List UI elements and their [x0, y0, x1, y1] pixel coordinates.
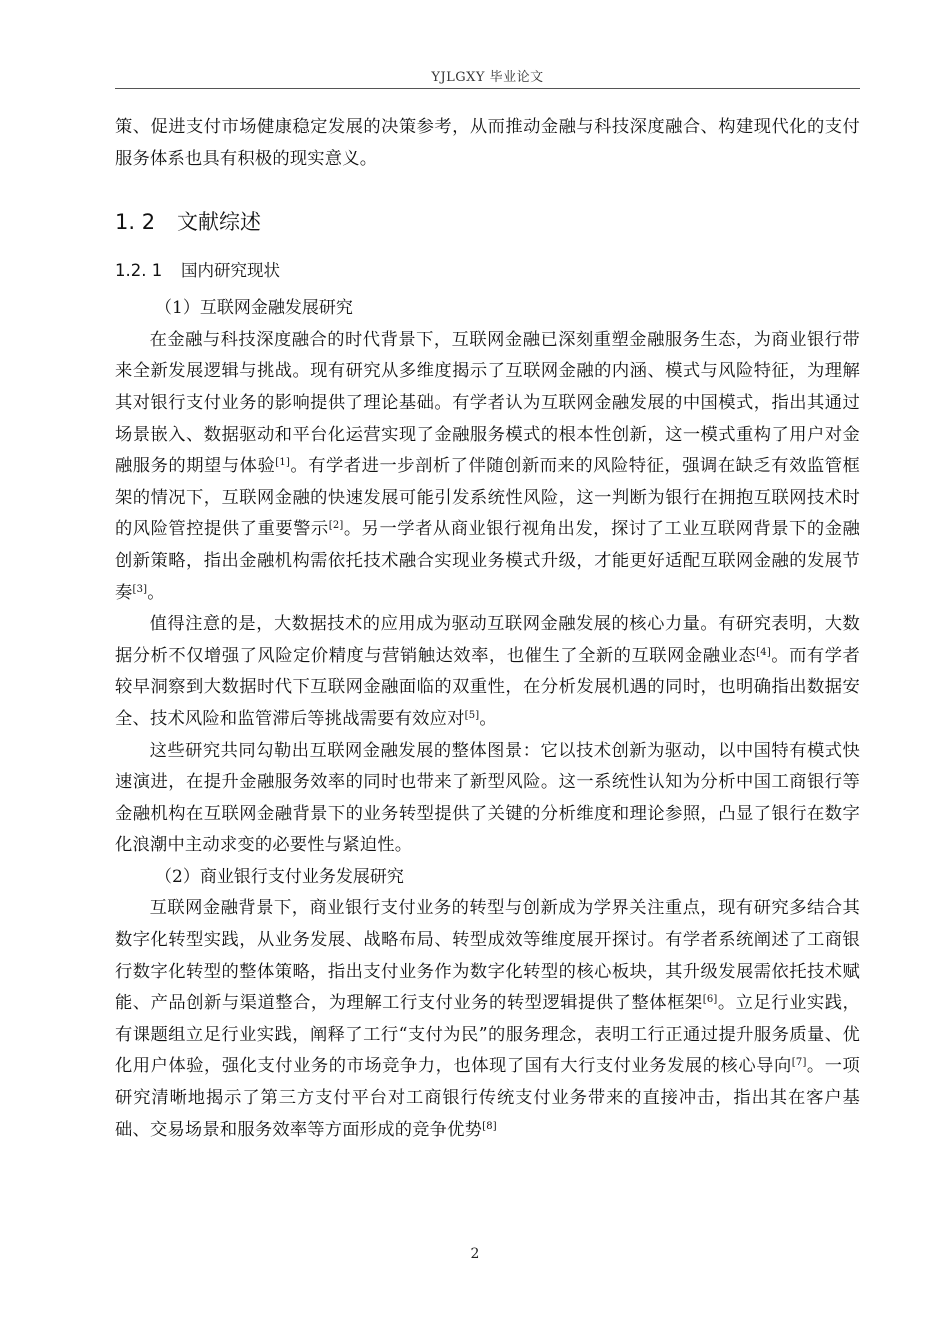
text-run: 。立足行业实践，有课题组立足行业实践，阐释了工行“支付为民”的服务理念，表明工行正通过提升服务质量、优化用户体验，强化支付业务的市场竞争力，也体现了国有大行支付业务发展的核心导向 — [115, 993, 860, 1077]
intro-paragraph: 策、促进支付市场健康稳定发展的决策参考，从而推动金融与科技深度融合、构建现代化的支付服务体系也具有积极的现实意义。 — [115, 117, 860, 169]
text-run: 值得注意的是，大数据技术的应用成为驱动互联网金融发展的核心力量。有研究表明，大数据分析不仅增强了风险定价精度与营销触达效率，也催生了全新的互联网金融业态 — [115, 614, 860, 666]
part2-heading: （2）商业银行支付业务发展研究 — [155, 866, 404, 887]
header-rule — [115, 88, 860, 89]
part1-paragraph-2 — [115, 609, 860, 735]
citation: [1] — [275, 457, 291, 469]
part1-paragraph-1 — [115, 325, 860, 609]
text-run: 互联网金融背景下，商业银行支付业务的转型与创新成为学界关注重点，现有研究多结合其数字化转型实践，从业务发展、战略布局、转型成效等维度展开探讨。有学者系统阐述了工商银行数字化转型的整体策略，指出支付业务作为数字化转型的核心板块，其升级发展需依托技术赋能、产品创新与渠道整合，为理解工行支付业务的转型逻辑提供了整体框架 — [115, 898, 860, 1014]
part1-paragraph-3: 这些研究共同勾勒出互联网金融发展的整体图景：它以技术创新为驱动，以中国特有模式快速演进，在提升金融服务效率的同时也带来了新型风险。这一系统性认知为分析中国工商银行等金融机构在互联网金融背景下的业务转型提供了关键的分析维度和理论参照，凸显了银行在数字化浪潮中主动求变的必要性与紧迫性。 — [115, 740, 860, 856]
citation: [8] — [482, 1120, 497, 1132]
page-header: YJLGXY 毕业论文 — [431, 70, 544, 85]
citation: [3] — [132, 583, 148, 595]
citation: [7] — [791, 1057, 807, 1069]
citation: [4] — [756, 646, 771, 658]
text-run: 在金融与科技深度融合的时代背景下，互联网金融已深刻重塑金融服务生态，为商业银行带来全新发展逻辑与挑战。现有研究从多维度揭示了互联网金融的内涵、模式与风险特征，为理解其对银行支付业务的影响提供了理论基础。有学者认为互联网金融发展的中国模式，指出其通过场景嵌入、数据驱动和平台化运营实现了金融服务模式的根本性创新，这一模式重构了用户对金融服务的期望与体验 — [115, 329, 860, 477]
text-run: 。而有学者较早洞察到大数据时代下互联网金融面临的双重性，在分析发展机遇的同时，也明确指出数据安全、技术风险和监管滞后等挑战需要有效应对 — [115, 645, 860, 729]
citation: [6] — [702, 994, 718, 1006]
subsection-title: 国内研究现状 — [181, 261, 280, 281]
part1-heading: （1）互联网金融发展研究 — [155, 298, 353, 319]
page-content — [115, 112, 860, 1146]
citation: [2] — [328, 520, 344, 532]
section-number: 1. 2 — [115, 210, 156, 235]
part2-paragraph-1 — [115, 893, 860, 1146]
page-number: 2 — [470, 1246, 480, 1262]
citation: [5] — [464, 709, 480, 721]
section-heading — [115, 195, 860, 249]
subsection-heading — [115, 249, 860, 293]
subsection-number: 1.2. 1 — [115, 261, 163, 281]
text-run: 。有学者进一步剖析了伴随创新而来的风险特征，强调在缺乏有效监管框架的情况下，互联网金融的快速发展可能引发系统性风险，这一判断为银行在拥抱互联网技术时的风险管控提供了重要警示 — [115, 456, 860, 540]
text-run: 。 — [479, 708, 497, 729]
text-run: 。一项研究清晰地揭示了第三方支付平台对工商银行传统支付业务带来的直接冲击，指出其在客户基础、交易场景和服务效率等方面形成的竞争优势 — [115, 1056, 860, 1140]
text-run: 。 — [147, 582, 165, 603]
section-title: 文献综述 — [177, 210, 261, 235]
text-run: 。另一学者从商业银行视角出发，探讨了工业互联网背景下的金融创新策略，指出金融机构需依托技术融合实现业务模式升级，才能更好适配互联网金融的发展节奏 — [115, 519, 860, 603]
